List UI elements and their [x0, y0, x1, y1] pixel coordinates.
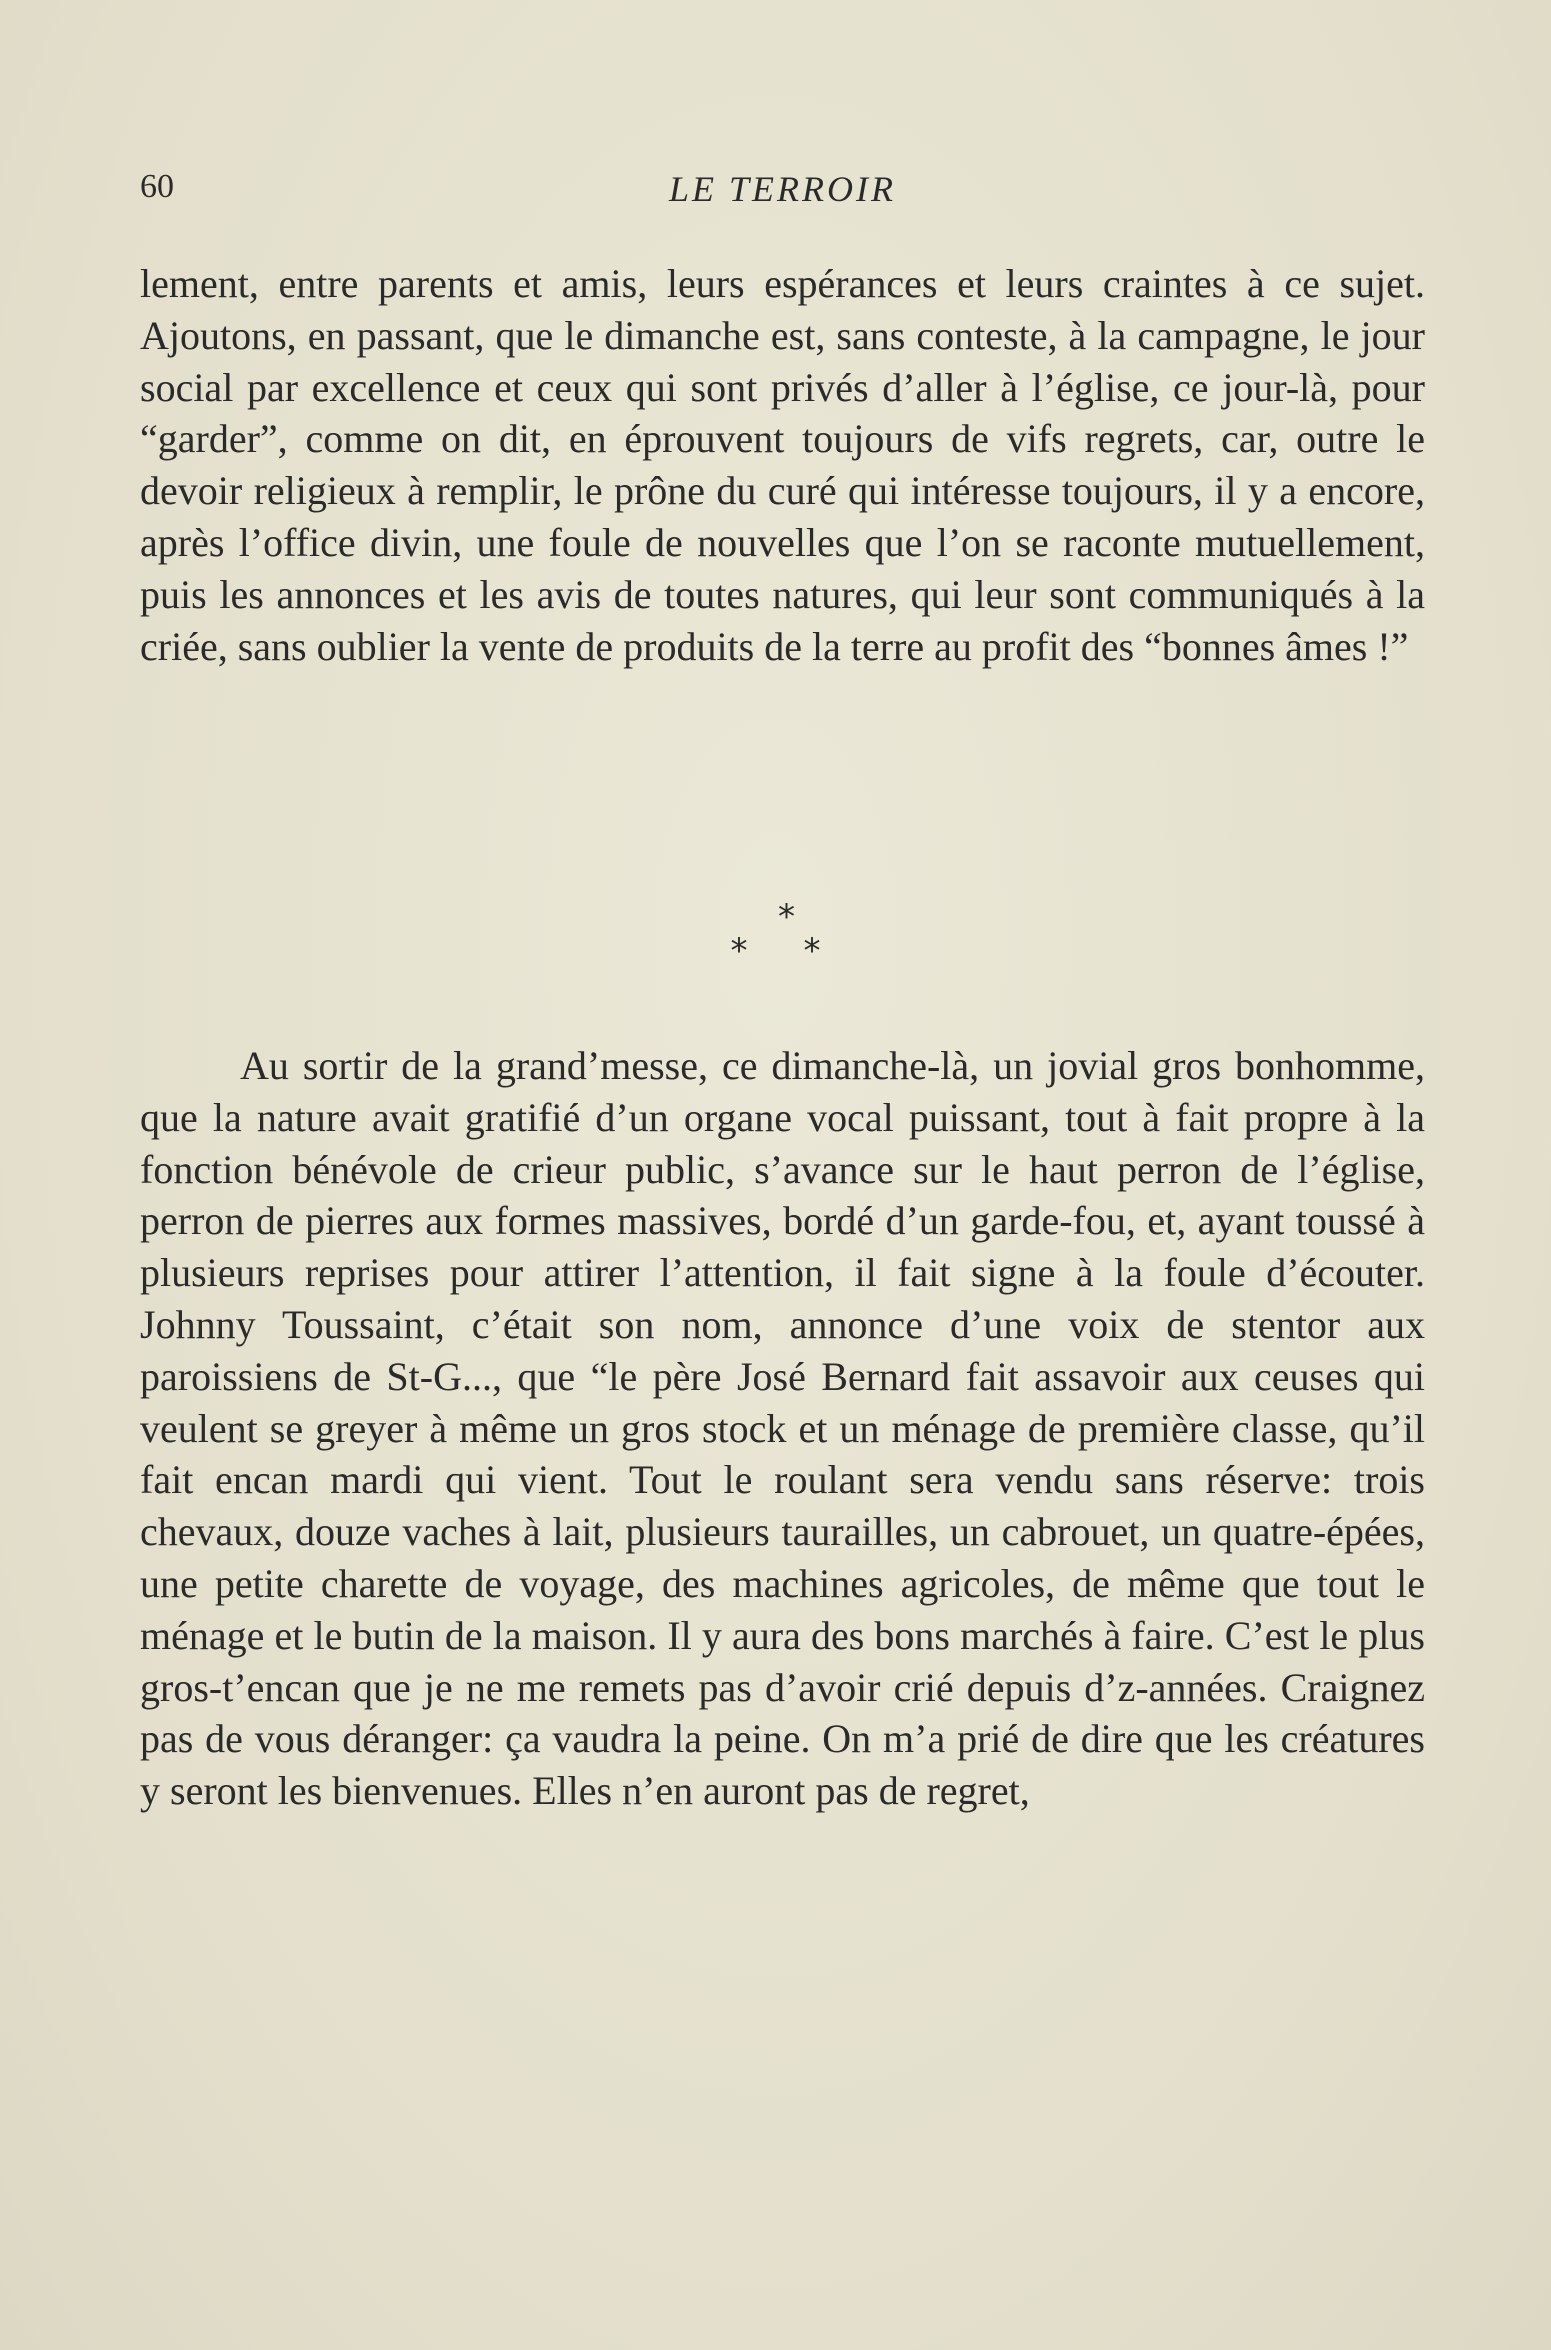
section-break-asterisks	[0, 897, 1551, 980]
page-number: 60	[140, 168, 174, 205]
page-header	[140, 168, 1425, 218]
asterisk-top: *	[778, 897, 795, 937]
asterisks-bottom: **	[730, 931, 877, 971]
paragraph-2: Au sortir de la grand’messe, ce dimanche-là, un jovial gros bonhomme, que la nature avait gratifié d’un organe vocal puissant, tout à fait propre à la fonction bénévole de crieur public, s’avance sur le haut perron de l’église, perron de pierres aux formes massives, bordé d’un garde-fou, et, ayant toussé à plusieurs reprises pour attirer l’attention, il fait signe à la foule d’écouter. Johnny Toussaint, c’était son nom, annonce d’une voix de stentor aux paroissiens de St-G..., que “le père José Bernard fait assavoir aux ceuses qui veulent se greyer à même un gros stock et un ménage de première classe, qu’il fait encan mardi qui vient. Tout le roulant sera vendu sans réserve: trois chevaux, douze vaches à lait, plusieurs taurailles, un cabrouet, un quatre-épées, une petite charette de voyage, des machines agricoles, de même que tout le ménage et le butin de la maison. Il y aura des bons marchés à faire. C’est le plus gros-t’encan que je ne me remets pas d’avoir crié depuis d’z-années. Craignez pas de vous déranger: ça vaudra la peine. On m’a prié de dire que les créatures y seront les bienvenues. Elles n’en auront pas de regret,	[140, 1043, 1425, 1814]
paragraph-1: lement, entre parents et amis, leurs espérances et leurs craintes à ce sujet. Ajoutons, en passant, que le dimanche est, sans conteste, à la campagne, le jour social par excellence et ceux qui sont privés d’aller à l’église, ce jour-là, pour “garder”, comme on dit, en éprouvent toujours de vifs regrets, car, outre le devoir religieux à remplir, le prône du curé qui intéresse toujours, il y a encore, après l’office divin, une foule de nouvelles que l’on se raconte mutuellement, puis les annonces et les avis de toutes natures, qui leur sont communiqués à la criée, sans oublier la vente de produits de la terre au profit des “bonnes âmes !”	[140, 261, 1425, 669]
running-title: LE TERROIR	[669, 169, 896, 209]
